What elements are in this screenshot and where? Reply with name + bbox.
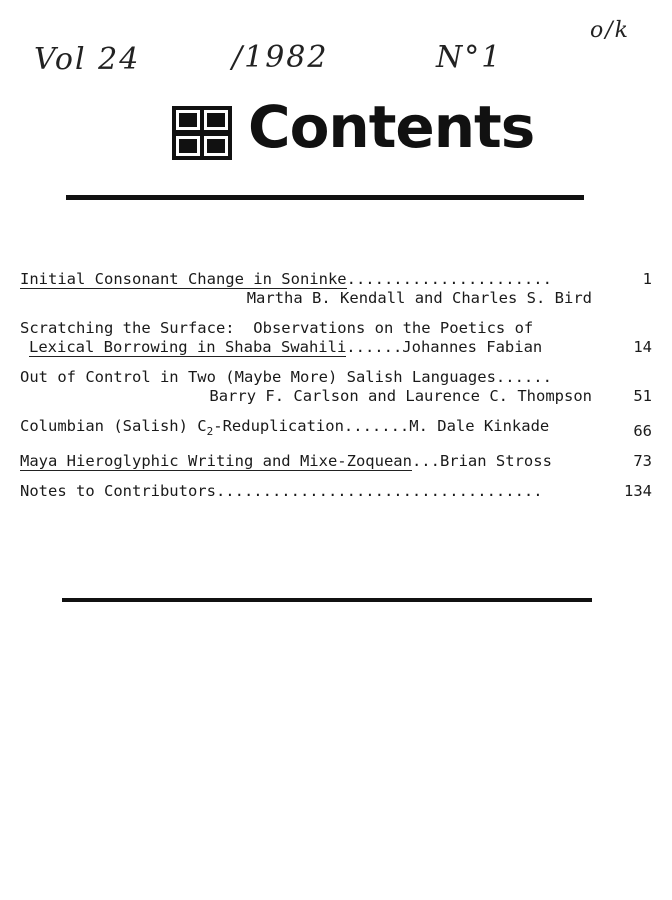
toc-entry <box>20 270 660 308</box>
entry-title: Maya Hieroglyphic Writing and Mixe-Zoquean <box>20 452 412 471</box>
entry-author: Brian Stross <box>439 452 552 471</box>
entry-title-pre: Columbian (Salish) C <box>20 417 207 435</box>
bottom-divider <box>62 598 592 602</box>
entry-title-line1: Scratching the Surface: Observations on the Poetics of <box>20 319 534 337</box>
entry-page-number: 134 <box>624 482 652 501</box>
entry-title-subscript: 2 <box>206 425 214 439</box>
top-divider <box>66 195 584 200</box>
entry-author: Barry F. Carlson and Laurence C. Thompson <box>209 387 592 405</box>
entry-leader: ...... <box>495 368 552 386</box>
entry-title: Out of Control in Two (Maybe More) Salish Languages <box>20 368 496 386</box>
entry-page-number: 1 <box>642 270 652 288</box>
entry-author: Martha B. Kendall and Charles S. Bird <box>246 289 592 307</box>
entry-leader: ...... <box>346 338 403 356</box>
handwritten-number: N°1 <box>436 40 503 75</box>
toc-entry <box>20 368 660 406</box>
handwritten-ok-mark: o/k <box>590 18 630 43</box>
toc-entry <box>20 417 660 441</box>
entry-title: Initial Consonant Change in Soninke <box>20 270 347 288</box>
entry-title-post: -Reduplication <box>213 417 344 435</box>
entry-page-number: 14 <box>633 338 652 356</box>
entry-title: Notes to Contributors <box>20 482 216 501</box>
entry-page-number: 66 <box>633 422 652 441</box>
entry-page-number: 51 <box>633 387 652 405</box>
entry-title-line2: Lexical Borrowing in Shaba Swahili <box>29 338 347 356</box>
toc-entry <box>20 452 660 471</box>
table-of-contents <box>20 270 660 512</box>
entry-leader: ...................... <box>346 270 552 288</box>
entry-author: Johannes Fabian <box>402 338 543 356</box>
page-title: Contents <box>248 93 535 161</box>
entry-page-number: 73 <box>633 452 652 471</box>
handwritten-year: /1982 <box>232 40 329 75</box>
entry-leader: ... <box>411 452 440 471</box>
toc-entry <box>20 482 660 501</box>
handwritten-volume: Vol 24 <box>34 42 141 77</box>
journal-logo-icon <box>172 106 232 160</box>
entry-leader: ................................... <box>215 482 543 501</box>
entry-leader: ....... <box>343 417 410 435</box>
toc-entry <box>20 319 660 357</box>
entry-author: M. Dale Kinkade <box>409 417 550 435</box>
